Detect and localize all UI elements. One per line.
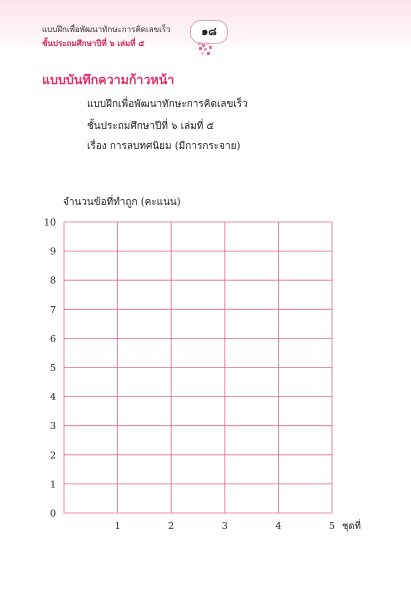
header-grade-volume: ชั้นประถมศึกษาปีที่ ๖ เล่มที่ ๕	[42, 39, 145, 48]
page-number-badge: ๑๘	[190, 20, 228, 44]
x-tick-label: 5	[328, 521, 336, 532]
y-tick-label: 9	[49, 246, 56, 258]
info-grade-volume: ชั้นประถมศึกษาปีที่ ๖ เล่มที่ ๕	[87, 121, 215, 132]
header-book-title: แบบฝึกเพื่อพัฒนาทักษะการคิดเลขเร็ว	[42, 25, 171, 34]
y-tick-label: 7	[49, 304, 56, 316]
x-tick-label: 2	[168, 521, 175, 532]
y-tick-label: 5	[49, 363, 56, 374]
x-tick-label: 1	[114, 521, 121, 532]
y-tick-label: 1	[49, 479, 56, 491]
y-tick-label: 0	[49, 508, 56, 520]
y-tick-label: 2	[49, 450, 56, 462]
info-topic: เรื่อง การลบทศนิยม (มีการกระจาย)	[87, 141, 241, 152]
y-tick-label: 4	[49, 392, 56, 404]
x-axis-label: ชุดที่	[342, 521, 361, 532]
y-tick-label: 6	[49, 333, 56, 345]
x-tick-label: 4	[275, 521, 282, 532]
y-tick-label: 10	[43, 217, 56, 229]
x-tick-label: 3	[221, 521, 228, 532]
section-title: แบบบันทึกความก้าวหน้า	[42, 72, 175, 87]
y-axis-label: จำนวนข้อที่ทำถูก (คะแนน)	[63, 197, 181, 208]
y-tick-label: 3	[49, 421, 56, 433]
y-tick-label: 8	[49, 275, 56, 287]
info-book-title: แบบฝึกเพื่อพัฒนาทักษะการคิดเลขเร็ว	[87, 99, 248, 110]
